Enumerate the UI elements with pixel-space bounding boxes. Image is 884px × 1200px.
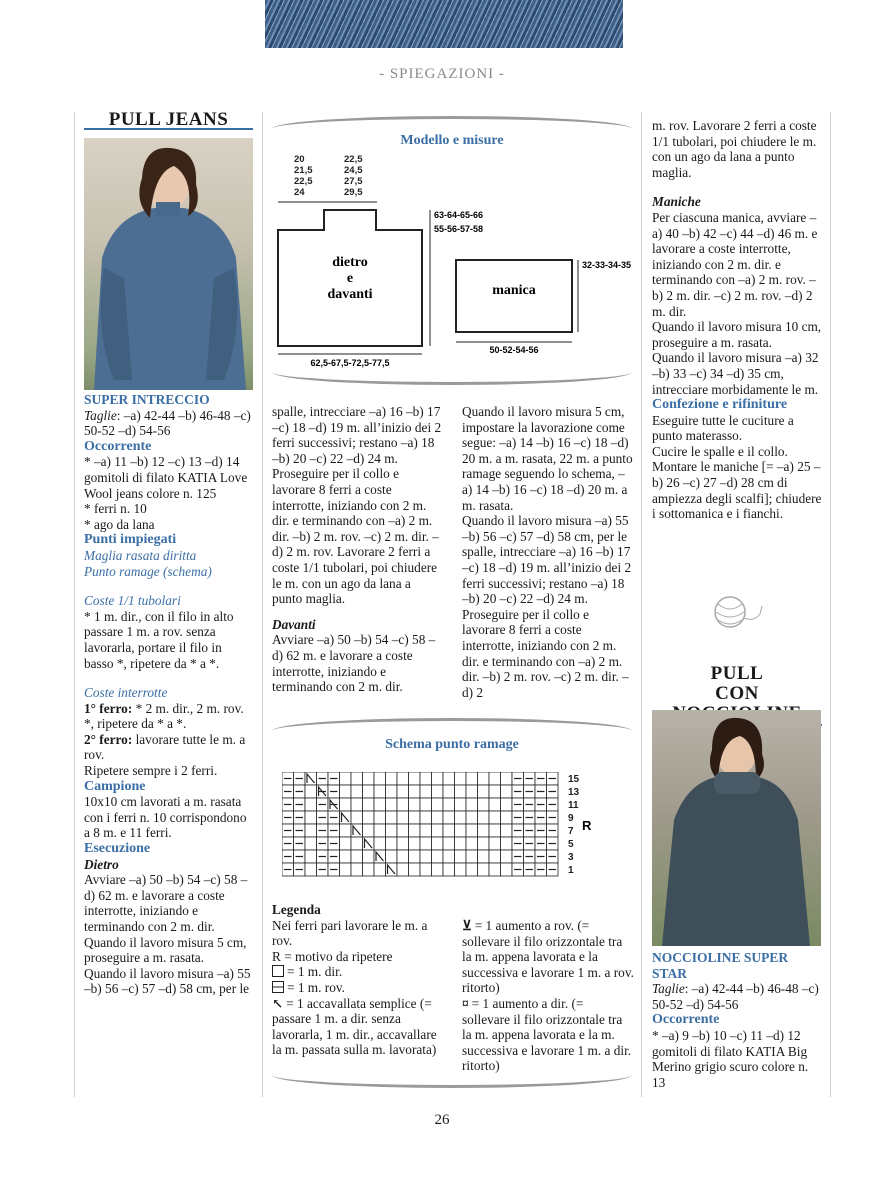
chart-cell bbox=[363, 863, 375, 876]
chart-cell bbox=[432, 850, 444, 863]
chart-cell bbox=[432, 824, 444, 837]
chart-cell bbox=[409, 785, 421, 798]
chart-cell bbox=[443, 772, 455, 785]
chart-cell bbox=[420, 785, 432, 798]
chart-cell bbox=[305, 850, 317, 863]
row2-label: 2° ferro: bbox=[84, 731, 133, 747]
chart-cell bbox=[455, 850, 467, 863]
chart-cell bbox=[432, 837, 444, 850]
chart-cell bbox=[455, 798, 467, 811]
row-number: 3 bbox=[568, 852, 574, 863]
chart-cell bbox=[409, 837, 421, 850]
chart-cell bbox=[397, 837, 409, 850]
chart-cell bbox=[489, 863, 501, 876]
chart-cell bbox=[466, 772, 478, 785]
needed-item: * –a) 11 –b) 12 –c) 13 –d) 14 gomitoli di filato KATIA Love Wool jeans colore n. 125 bbox=[84, 454, 248, 501]
diagram-title: Modello e misure bbox=[400, 133, 504, 148]
finishing-heading: Confezione e rifiniture bbox=[652, 397, 788, 413]
chart-cell bbox=[305, 785, 317, 798]
legend-right bbox=[462, 918, 634, 1074]
chart-cell bbox=[305, 798, 317, 811]
chart-cell bbox=[363, 785, 375, 798]
chart-cell bbox=[466, 785, 478, 798]
chart-cell bbox=[386, 837, 398, 850]
chart-cell bbox=[489, 772, 501, 785]
needed-item: * ferri n. 10 bbox=[84, 501, 147, 517]
chart-cell bbox=[466, 850, 478, 863]
back-heading: Dietro bbox=[84, 856, 119, 872]
chart-cell bbox=[443, 824, 455, 837]
legend-intro: Nei ferri pari lavorare le m. a rov. bbox=[272, 917, 428, 949]
chart-cell bbox=[386, 850, 398, 863]
chart-cell bbox=[397, 811, 409, 824]
back-text: Quando il lavoro misura –a) 55 –b) 56 –c) 57 –d) 58 cm, per le bbox=[84, 965, 251, 997]
model-photo-noccioline bbox=[652, 710, 821, 946]
chart-cell bbox=[443, 798, 455, 811]
neck-depth-label: 63-64-65-66 bbox=[434, 210, 484, 220]
pattern-title: PULL JEANS bbox=[84, 112, 253, 130]
chart-bracket-top bbox=[272, 718, 632, 731]
measure-left: 21,5 bbox=[294, 165, 313, 176]
chart-cell bbox=[374, 837, 386, 850]
row-number: 11 bbox=[568, 800, 579, 811]
chart-cell bbox=[466, 824, 478, 837]
execution-heading: Esecuzione bbox=[84, 841, 151, 857]
sleeve-height-label: 32-33-34-35 bbox=[582, 260, 632, 270]
chart-cell bbox=[501, 863, 513, 876]
front-pattern: Quando il lavoro misura 5 cm, impostare la lavorazione come segue: –a) 14 –b) 16 –c) 18 –d) 20 m. a m. rasata, 22 m. a punto ramage seguendo lo schema, –a) 14 –b) 16 –c) 18 –d) 20 m. a m. rasata. bbox=[462, 404, 633, 513]
row-number: 13 bbox=[568, 787, 580, 798]
coste-interrotte-heading: Coste interrotte bbox=[84, 685, 168, 701]
chart-cell bbox=[397, 863, 409, 876]
coste11-text: * 1 m. dir., con il filo in alto passare 1 m. a rov. senza lavorarla, portare il filo in basso *, ripetere da * a *. bbox=[84, 608, 234, 671]
chart-cell bbox=[363, 824, 375, 837]
measure-left: 20 bbox=[294, 154, 305, 165]
chart-cell bbox=[409, 798, 421, 811]
needed2-heading: Occorrente bbox=[652, 1012, 720, 1028]
side-length-label: 55-56-57-58 bbox=[434, 224, 484, 234]
chart-cell bbox=[351, 811, 363, 824]
column-right bbox=[652, 118, 822, 522]
chart-cell bbox=[455, 811, 467, 824]
repeat-note: Ripetere sempre i 2 ferri. bbox=[84, 763, 218, 779]
chart-cell bbox=[351, 863, 363, 876]
sleeves-text: Per ciascuna manica, avviare –a) 40 –b) 42 –c) 44 –d) 46 m. e lavorare a coste interrotte, iniziando con 2 m. dir. e terminando con –a) 2 m. rov. –b) 2 m. dir. –c) 2 m. rov. –d) 2 m. dir. bbox=[652, 209, 818, 319]
measure-mid: 29,5 bbox=[344, 187, 363, 198]
finishing-text: Cucire le spalle e il collo. Montare le maniche [= –a) 25 –b) 26 –c) 27 –d) 28 cm di ampiezza degli scalfi]; chiudere i sottomanica e i fianchi. bbox=[652, 443, 822, 522]
row-number: 9 bbox=[568, 813, 574, 824]
front-heading: Davanti bbox=[272, 616, 316, 632]
chart-cell bbox=[432, 772, 444, 785]
section-header: - SPIEGAZIONI - bbox=[379, 66, 505, 82]
diagram-bracket-bottom bbox=[272, 372, 632, 385]
chart-cell bbox=[351, 837, 363, 850]
chart-cell bbox=[443, 850, 455, 863]
chart-cell bbox=[409, 863, 421, 876]
chart-title: Schema punto ramage bbox=[385, 737, 519, 752]
chart-cell bbox=[340, 785, 352, 798]
chart-cell bbox=[351, 772, 363, 785]
chart-cell bbox=[466, 837, 478, 850]
chart-cell bbox=[443, 785, 455, 798]
chart-cell bbox=[397, 824, 409, 837]
chart-cell bbox=[432, 863, 444, 876]
chart-cell bbox=[466, 798, 478, 811]
column-mid-right bbox=[462, 404, 634, 700]
sizes-label: Taglie bbox=[84, 407, 117, 423]
chart-cell bbox=[478, 824, 490, 837]
legend-left bbox=[272, 902, 444, 1058]
gauge-text: 10x10 cm lavorati a m. rasata con i ferri n. 10 corrispondono a 8 m. e 11 ferri. bbox=[84, 794, 247, 841]
sleeve-label: manica bbox=[492, 283, 536, 298]
pattern2-body bbox=[652, 950, 822, 1090]
back-neck-end: m. rov. Lavorare 2 ferri a coste 1/1 tubolari, poi chiudere le m. con un ago da lana a punto maglia. bbox=[652, 118, 817, 180]
sleeves-text: Quando il lavoro misura –a) 32 –b) 33 –c) 34 –d) 35 cm, intrecciare morbidamente le m. bbox=[652, 350, 819, 397]
column-mid-left bbox=[272, 404, 444, 695]
chart-cell bbox=[478, 850, 490, 863]
column-rule bbox=[74, 112, 75, 1097]
chart-cell bbox=[374, 824, 386, 837]
back-continued: spalle, intrecciare –a) 16 –b) 17 –c) 18 –d) 19 m. all’inizio dei 2 ferri successivi; restano –a) 18 –b) 20 –c) 22 –d) 24 m. bbox=[272, 404, 442, 466]
back-text: Quando il lavoro misura 5 cm, proseguire a m. rasata. bbox=[84, 934, 247, 966]
front-shoulders: Quando il lavoro misura –a) 55 –b) 56 –c) 57 –d) 58 cm, per le spalle, intrecciare –a) 16 –b) 17 –c) 18 –d) 19 m. all’inizio dei 2 ferri successivi; restano –a) 18 –b) 20 –c) 22 –d) 24 m. bbox=[462, 513, 632, 607]
chart-cell bbox=[351, 785, 363, 798]
back-neck: Proseguire per il collo e lavorare 8 ferri a coste interrotte, iniziando con 2 m. dir. e terminando con –a) 2 m. dir. –b) 2 m. rov. –c) 2 m. dir. –d) 2 m. rov. Lavorare 2 ferri a coste 1/1 tubolari, poi chiudere le m. con un ago da lana a punto maglia. bbox=[272, 466, 439, 607]
coste11-heading: Coste 1/1 tubolari bbox=[84, 593, 181, 609]
chart-cell bbox=[374, 798, 386, 811]
legend-purl: = 1 m. rov. bbox=[287, 979, 345, 995]
legend-knit-increase: = 1 aumento a dir. (= sollevare il filo orizzontale tra la m. appena lavorata e la m. successiva e lavorare 1 m. a dir. ritorto) bbox=[462, 995, 632, 1074]
legend-repeat: R = motivo da ripetere bbox=[272, 948, 393, 964]
chart-cell bbox=[363, 811, 375, 824]
sleeves-text: Quando il lavoro misura 10 cm, proseguire a m. rasata. bbox=[652, 319, 822, 350]
chart-cell bbox=[305, 837, 317, 850]
chart-cell bbox=[478, 798, 490, 811]
purl-increase-symbol-icon: ⊻ bbox=[462, 918, 472, 933]
chart-cell bbox=[455, 785, 467, 798]
repeat-marker: R bbox=[582, 818, 592, 833]
chart-cell bbox=[420, 850, 432, 863]
chart-cell bbox=[455, 863, 467, 876]
knit-symbol-icon bbox=[272, 965, 284, 977]
chart-cell bbox=[432, 811, 444, 824]
column-left-body bbox=[84, 392, 253, 997]
model-photo-jeans bbox=[84, 138, 253, 390]
yarn-ball-icon bbox=[700, 592, 764, 632]
chart-cell bbox=[443, 837, 455, 850]
chart-cell bbox=[478, 772, 490, 785]
sizes-values: : –a) 42-44 –b) 46-48 –c) 50-52 –d) 54-56 bbox=[84, 407, 251, 439]
needed-heading: Occorrente bbox=[84, 438, 152, 454]
legend-purl-increase: = 1 aumento a rov. (= sollevare il filo orizzontale tra la m. appena lavorata e la successiva e lavorare 1 m. a rov. ritorto) bbox=[462, 918, 634, 996]
column-rule bbox=[262, 112, 263, 1097]
pattern2-title-line1: PULL bbox=[710, 663, 764, 684]
chart-cell bbox=[455, 772, 467, 785]
chart-cell bbox=[363, 772, 375, 785]
chart-cell bbox=[374, 863, 386, 876]
chart-cell bbox=[397, 772, 409, 785]
knit-increase-symbol-icon: ¤ bbox=[462, 995, 469, 1011]
stitches-heading: Punti impiegati bbox=[84, 532, 177, 548]
chart-cell bbox=[386, 811, 398, 824]
width-label: 62,5-67,5-72,5-77,5 bbox=[310, 358, 390, 368]
chart-cell bbox=[340, 850, 352, 863]
chart-cell bbox=[478, 837, 490, 850]
chart-cell bbox=[351, 850, 363, 863]
measure-left: 22,5 bbox=[294, 176, 313, 187]
chart-cell bbox=[420, 863, 432, 876]
chart-cell bbox=[489, 837, 501, 850]
chart-cell bbox=[443, 863, 455, 876]
pattern-schematic bbox=[272, 150, 634, 372]
chart-cell bbox=[386, 785, 398, 798]
chart-cell bbox=[305, 863, 317, 876]
chart-cell bbox=[501, 837, 513, 850]
sizes2-label: Taglie bbox=[652, 981, 685, 997]
diagram-bracket-top bbox=[272, 116, 632, 129]
chart-cell bbox=[374, 785, 386, 798]
back-front-label: e bbox=[346, 271, 354, 286]
chart-cell bbox=[501, 772, 513, 785]
yarn-name: SUPER INTRECCIO bbox=[84, 392, 210, 407]
row-number: 15 bbox=[568, 774, 580, 785]
row-number: 5 bbox=[568, 839, 574, 850]
chart-cell bbox=[420, 772, 432, 785]
row2-text: lavorare tutte le m. a rov. bbox=[84, 731, 246, 763]
back-front-label: davanti bbox=[327, 287, 373, 302]
back-text: Avviare –a) 50 –b) 54 –c) 58 –d) 62 m. e lavorare a coste interrotte, iniziando e terminando con 2 m. dir. bbox=[84, 872, 248, 934]
chart-cell bbox=[340, 863, 352, 876]
chart-cell bbox=[409, 824, 421, 837]
chart-cell bbox=[386, 798, 398, 811]
measure-mid: 27,5 bbox=[344, 176, 363, 187]
measure-mid: 24,5 bbox=[344, 165, 363, 176]
column-left bbox=[84, 109, 253, 130]
chart-cell bbox=[363, 798, 375, 811]
chart-cell bbox=[340, 798, 352, 811]
ramage-stitch-chart bbox=[282, 772, 602, 878]
chart-cell bbox=[501, 785, 513, 798]
back-front-label: dietro bbox=[332, 255, 368, 270]
chart-cell bbox=[340, 837, 352, 850]
chart-cell bbox=[455, 837, 467, 850]
chart-cell bbox=[432, 798, 444, 811]
chart-cell bbox=[409, 811, 421, 824]
chart-cell bbox=[501, 850, 513, 863]
yarn2-name: NOCCIOLINE SUPER STAR bbox=[652, 950, 789, 981]
needed-item: * ago da lana bbox=[84, 516, 155, 532]
chart-cell bbox=[489, 824, 501, 837]
measure-left: 24 bbox=[294, 187, 305, 198]
column-rule bbox=[641, 112, 642, 1097]
stitch-item: Punto ramage (schema) bbox=[84, 563, 212, 579]
chart-cell bbox=[443, 811, 455, 824]
sizes2-values: : –a) 42-44 –b) 46-48 –c) 50-52 –d) 54-56 bbox=[652, 981, 819, 1012]
chart-cell bbox=[489, 811, 501, 824]
gauge-heading: Campione bbox=[84, 778, 146, 794]
chart-cell bbox=[351, 798, 363, 811]
chart-cell bbox=[478, 863, 490, 876]
chart-cell bbox=[386, 824, 398, 837]
chart-cell bbox=[489, 850, 501, 863]
chart-cell bbox=[478, 785, 490, 798]
row1-text: * 2 m. dir., 2 m. rov. *, ripetere da * a *. bbox=[84, 700, 244, 732]
chart-cell bbox=[305, 824, 317, 837]
legend-decrease: = 1 accavallata semplice (= passare 1 m. a dir. senza lavorarla, 1 m. dir., accavallare la m. passata sulla m. lavorata) bbox=[272, 995, 437, 1058]
column-rule bbox=[830, 112, 831, 1097]
chart-cell bbox=[466, 811, 478, 824]
chart-cell bbox=[386, 772, 398, 785]
chart-cell bbox=[501, 798, 513, 811]
sleeve-width-label: 50-52-54-56 bbox=[489, 345, 539, 355]
measure-mid: 22,5 bbox=[344, 154, 363, 165]
chart-cell bbox=[420, 837, 432, 850]
legend-title: Legenda bbox=[272, 902, 321, 917]
front-neck: Proseguire per il collo e lavorare 8 ferri a coste interrotte, iniziando con 2 m. dir. e terminando con –a) 2 m. dir. –b) 2 m. rov. –c) 2 m. dir. –d) 2 bbox=[462, 606, 629, 700]
chart-cell bbox=[489, 785, 501, 798]
stitch-item: Maglia rasata diritta bbox=[84, 547, 197, 563]
chart-cell bbox=[501, 824, 513, 837]
chart-cell bbox=[374, 811, 386, 824]
chart-cell bbox=[397, 798, 409, 811]
chart-cell bbox=[340, 772, 352, 785]
sleeves-heading: Maniche bbox=[652, 194, 701, 210]
chart-cell bbox=[501, 811, 513, 824]
row1-label: 1° ferro: bbox=[84, 700, 133, 716]
chart-cell bbox=[478, 811, 490, 824]
chart-cell bbox=[340, 824, 352, 837]
chart-cell bbox=[363, 850, 375, 863]
page-number: 26 bbox=[434, 1112, 450, 1128]
chart-cell bbox=[420, 824, 432, 837]
chart-cell bbox=[455, 824, 467, 837]
chart-cell bbox=[420, 811, 432, 824]
chart-cell bbox=[466, 863, 478, 876]
chart-cell bbox=[409, 850, 421, 863]
yarn-texture-banner bbox=[265, 0, 623, 48]
decrease-symbol-icon: ↖ bbox=[272, 995, 284, 1011]
purl-symbol-icon bbox=[272, 981, 284, 993]
chart-bracket-bottom bbox=[272, 1075, 632, 1088]
chart-cell bbox=[489, 798, 501, 811]
chart-cell bbox=[432, 785, 444, 798]
chart-cell bbox=[397, 785, 409, 798]
row-number: 7 bbox=[568, 826, 574, 837]
legend-knit: = 1 m. dir. bbox=[287, 964, 343, 980]
pattern2-title-line2: CON bbox=[652, 684, 822, 726]
finishing-text: Eseguire tutte le cuciture a punto materasso. bbox=[652, 412, 794, 444]
chart-cell bbox=[397, 850, 409, 863]
front-text: Avviare –a) 50 –b) 54 –c) 58 –d) 62 m. e lavorare a coste interrotte, iniziando e terminando con 2 m. dir. bbox=[272, 632, 436, 695]
chart-cell bbox=[305, 811, 317, 824]
chart-cell bbox=[420, 798, 432, 811]
chart-cell bbox=[374, 772, 386, 785]
row-number: 1 bbox=[568, 865, 574, 876]
needed2-text: * –a) 9 –b) 10 –c) 11 –d) 12 gomitoli di filato KATIA Big Merino grigio scuro colore n. 13 bbox=[652, 1027, 809, 1090]
chart-cell bbox=[409, 772, 421, 785]
